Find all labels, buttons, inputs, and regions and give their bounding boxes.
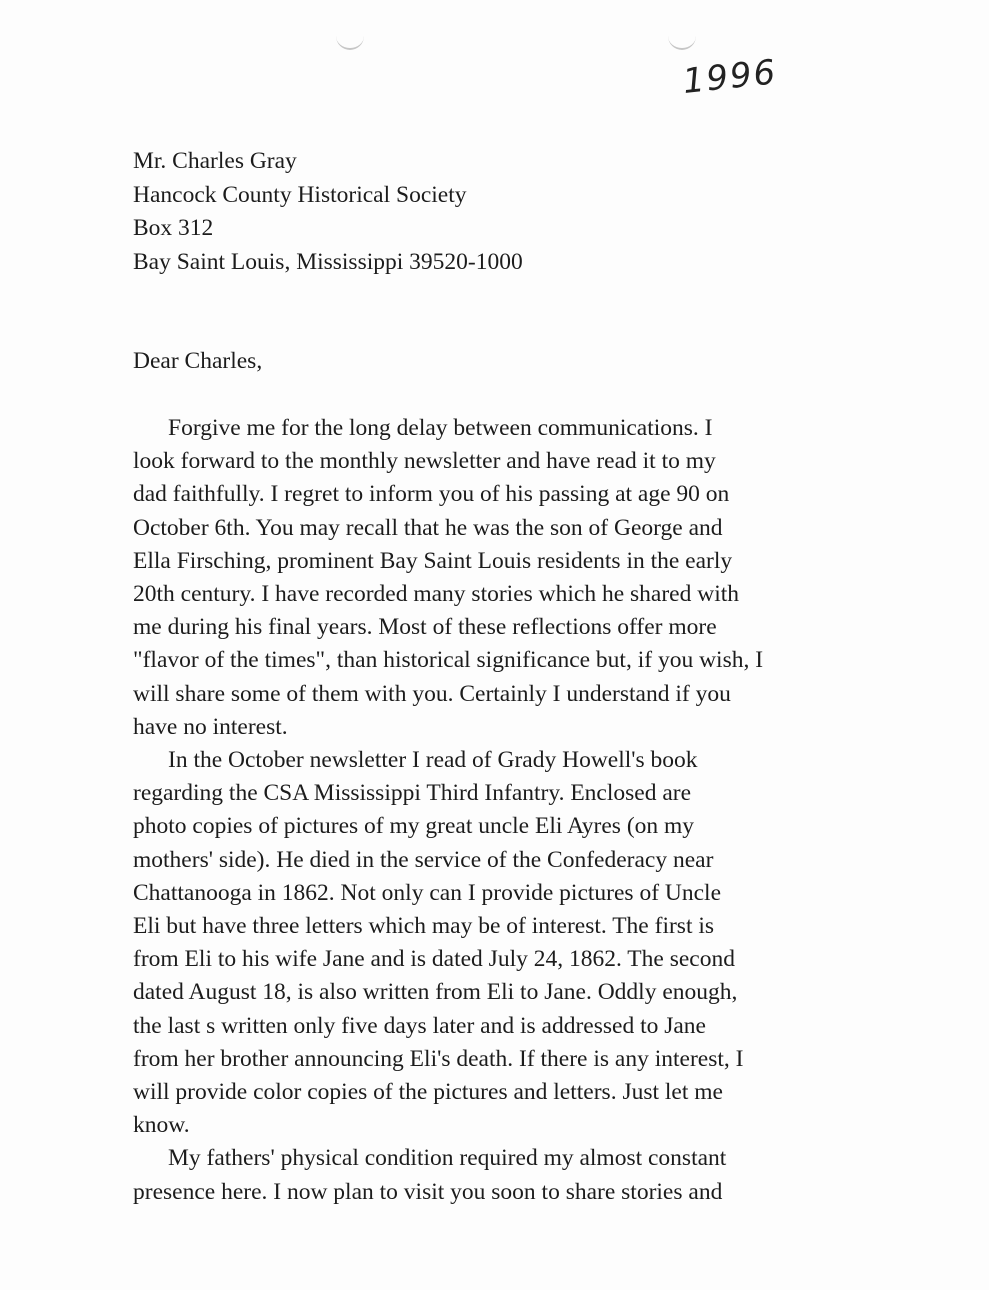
text-line: My fathers' physical condition required my almost constant bbox=[168, 1145, 727, 1172]
text-line: presence here. I now plan to visit you soon to share stories and bbox=[133, 1178, 723, 1205]
text-line: Chattanooga in 1862. Not only can I provide pictures of Uncle bbox=[133, 879, 722, 906]
salutation: Dear Charles, bbox=[133, 348, 263, 374]
text-line: from Eli to his wife Jane and is dated July 24, 1862. The second bbox=[133, 946, 735, 973]
text-line: have no interest. bbox=[133, 713, 288, 740]
text-line: mothers' side). He died in the service of the Confederacy near bbox=[133, 846, 714, 873]
punch-hole-mark bbox=[668, 34, 696, 50]
handwritten-year: 1996 bbox=[680, 52, 780, 102]
text-line: know. bbox=[133, 1112, 190, 1139]
paragraph bbox=[133, 412, 873, 744]
text-line: will provide color copies of the pictures and letters. Just let me bbox=[133, 1079, 723, 1106]
recipient-address bbox=[133, 145, 523, 279]
letter-body bbox=[133, 412, 873, 1209]
text-line: look forward to the monthly newsletter and have read it to my bbox=[133, 448, 716, 475]
text-line: photo copies of pictures of my great uncle Eli Ayres (on my bbox=[133, 813, 695, 840]
text-line: dad faithfully. I regret to inform you of his passing at age 90 on bbox=[133, 481, 730, 508]
address-line: Bay Saint Louis, Mississippi 39520-1000 bbox=[133, 248, 523, 275]
address-line: Hancock County Historical Society bbox=[133, 181, 467, 208]
paragraph bbox=[133, 1142, 873, 1208]
address-line: Box 312 bbox=[133, 215, 214, 241]
text-line: the last s written only five days later and is addressed to Jane bbox=[133, 1012, 706, 1039]
text-line: regarding the CSA Mississippi Third Infantry. Enclosed are bbox=[133, 780, 692, 807]
text-line: me during his final years. Most of these reflections offer more bbox=[133, 614, 717, 641]
paragraph bbox=[133, 744, 873, 1142]
punch-hole-mark bbox=[336, 34, 364, 50]
text-line: Forgive me for the long delay between communications. I bbox=[168, 415, 713, 441]
text-line: October 6th. You may recall that he was the son of George and bbox=[133, 514, 723, 541]
text-line: "flavor of the times", than historical significance but, if you wish, I bbox=[133, 647, 764, 674]
text-line: In the October newsletter I read of Grady Howell's book bbox=[168, 747, 698, 774]
text-line: from her brother announcing Eli's death. If there is any interest, I bbox=[133, 1045, 744, 1072]
text-line: dated August 18, is also written from Eli to Jane. Oddly enough, bbox=[133, 979, 738, 1006]
text-line: will share some of them with you. Certainly I understand if you bbox=[133, 680, 731, 707]
text-line: 20th century. I have recorded many stories which he shared with bbox=[133, 581, 740, 608]
text-line: Ella Firsching, prominent Bay Saint Louis residents in the early bbox=[133, 547, 733, 574]
address-line: Mr. Charles Gray bbox=[133, 148, 297, 174]
text-line: Eli but have three letters which may be of interest. The first is bbox=[133, 913, 715, 940]
